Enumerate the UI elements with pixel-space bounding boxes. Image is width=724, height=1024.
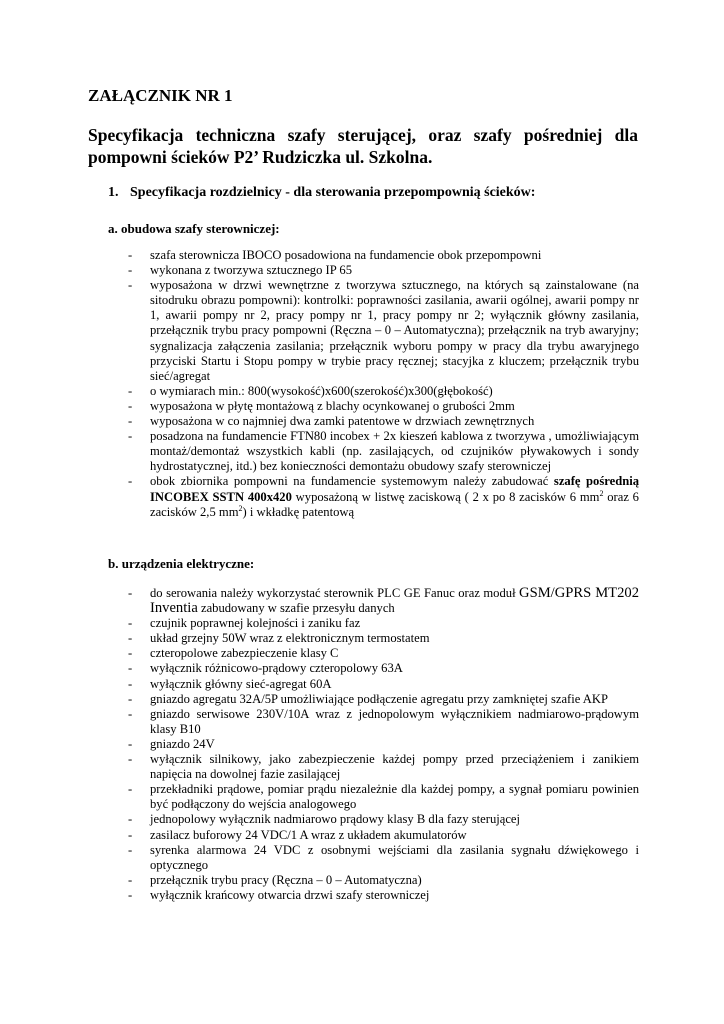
list-item: - układ grzejny 50W wraz z elektronicznym termostatem bbox=[128, 631, 639, 646]
list-item: - wyposażona w płytę montażową z blachy ocynkowanej o grubości 2mm bbox=[128, 399, 639, 414]
list-item: - o wymiarach min.: 800(wysokość)x600(szerokość)x300(głębokość) bbox=[128, 384, 639, 399]
section-1-heading bbox=[108, 185, 535, 201]
list-item: - przekładniki prądowe, pomiar prądu niezależnie dla każdej pompy, a sygnał pomiaru powinien być podłączony do wejścia analogowego bbox=[128, 782, 639, 812]
list-item: - wyłącznik główny sieć-agregat 60A bbox=[128, 677, 639, 692]
list-item: - przełącznik trybu pracy (Ręczna – 0 – Automatyczna) bbox=[128, 873, 639, 888]
section-a-heading: a. obudowa szafy sterowniczej: bbox=[108, 221, 280, 236]
cabinet-model: szafę pośrednią INCOBEX SSTN 400x420 bbox=[150, 474, 640, 504]
list-item: - obok zbiornika pompowni na fundamencie systemowym należy zabudować szafę pośrednią INCOBEX SSTN 400x420 wyposażoną w listwę zaciskową ( 2 x po 8 zacisków 6 $mm^2$ oraz 6 zacisków 2,5 $mm^2$) i wkładkę patentową bbox=[128, 474, 639, 519]
list-item: - wyłącznik krańcowy otwarcia drzwi szafy sterowniczej bbox=[128, 888, 639, 903]
list-item: - gniazdo 24V bbox=[128, 737, 639, 752]
list-item: - wyłącznik różnicowo-prądowy czteropolowy 63A bbox=[128, 661, 639, 676]
list-item: - wyposażona w co najmniej dwa zamki patentowe w drzwiach zewnętrznych bbox=[128, 414, 639, 429]
list-item: - wyposażona w drzwi wewnętrzne z tworzywa sztucznego, na których są zainstalowane (na sitodruku obrazu pompowni): kontrolki: poprawności zasilania, awarii ogólnej, awarii pompy nr 1, awarii pompy nr 2, pracy pompy nr 1, pracy pompy nr 2; wyłącznik główny zasilania, przełącznik trybu pracy pompowni (Ręczna – 0 – Automatyczna); przełącznik na tryb awaryjny; sygnalizacja załączenia zasilania; przełącznik wyboru pompy w pracy dla trybu awaryjnego przyciski Startu i Stopu pompy w trybie pracy ręcznej; stacyjka z kluczem; przełącznik trybu sieć/agregat bbox=[128, 278, 639, 384]
list-item: - wyłącznik silnikowy, jako zabezpieczenie każdej pompy przed przeciążeniem i zanikiem napięcia na dowolnej fazie zasilającej bbox=[128, 752, 639, 782]
list-item: - czujnik poprawnej kolejności i zaniku faz bbox=[128, 616, 639, 631]
section-b-heading: b. urządzenia elektryczne: bbox=[108, 556, 255, 571]
section-a-list bbox=[128, 248, 639, 520]
section-1-title: Specyfikacja rozdzielnicy - dla sterowania przepompownią ścieków: bbox=[130, 185, 536, 200]
list-item: - zasilacz buforowy 24 VDC/1 A wraz z układem akumulatorów bbox=[128, 828, 639, 843]
list-item: - gniazdo serwisowe 230V/10A wraz z jednopolowym wyłącznikiem nadmiarowo-prądowym klasy B10 bbox=[128, 707, 639, 737]
list-item: - wykonana z tworzywa sztucznego IP 65 bbox=[128, 263, 639, 278]
list-item: - syrenka alarmowa 24 VDC z osobnymi wejściami dla zasilania sygnału dźwiękowego i optycznego bbox=[128, 843, 639, 873]
list-item: - gniazdo agregatu 32A/5P umożliwiające podłączenie agregatu przy zamkniętej szafie AKP bbox=[128, 692, 639, 707]
list-item: - jednopolowy wyłącznik nadmiarowo prądowy klasy B dla fazy sterującej bbox=[128, 812, 639, 827]
list-item: - czteropolowe zabezpieczenie klasy C bbox=[128, 646, 639, 661]
document-title: Specyfikacja techniczna szafy sterującej, oraz szafy pośredniej dla pompowni ścieków P2’ Rudziczka ul. Szkolna. bbox=[88, 125, 638, 167]
list-item: - do serowania należy wykorzystać sterownik PLC GE Fanuc oraz moduł GSM/GPRS MT202 Inventia zabudowany w szafie przesyłu danych bbox=[128, 586, 639, 616]
list-item: - szafa sterownicza IBOCO posadowiona na fundamencie obok przepompowni bbox=[128, 248, 639, 263]
gsm-module: GSM/GPRS MT202 Inventia bbox=[150, 585, 639, 617]
section-b-list bbox=[128, 586, 639, 903]
section-1-number: 1. bbox=[108, 185, 119, 200]
annex-heading: ZAŁĄCZNIK NR 1 bbox=[88, 86, 233, 105]
list-item: - posadzona na fundamencie FTN80 incobex + 2x kieszeń kablowa z tworzywa , umożliwiającym montaż/demontaż wszystkich kabli (np. zasilających, od czujników pływakowych i sondy hydrostatycznej, itd.) bez konieczności demontażu obudowy szafy sterowniczej bbox=[128, 429, 639, 474]
